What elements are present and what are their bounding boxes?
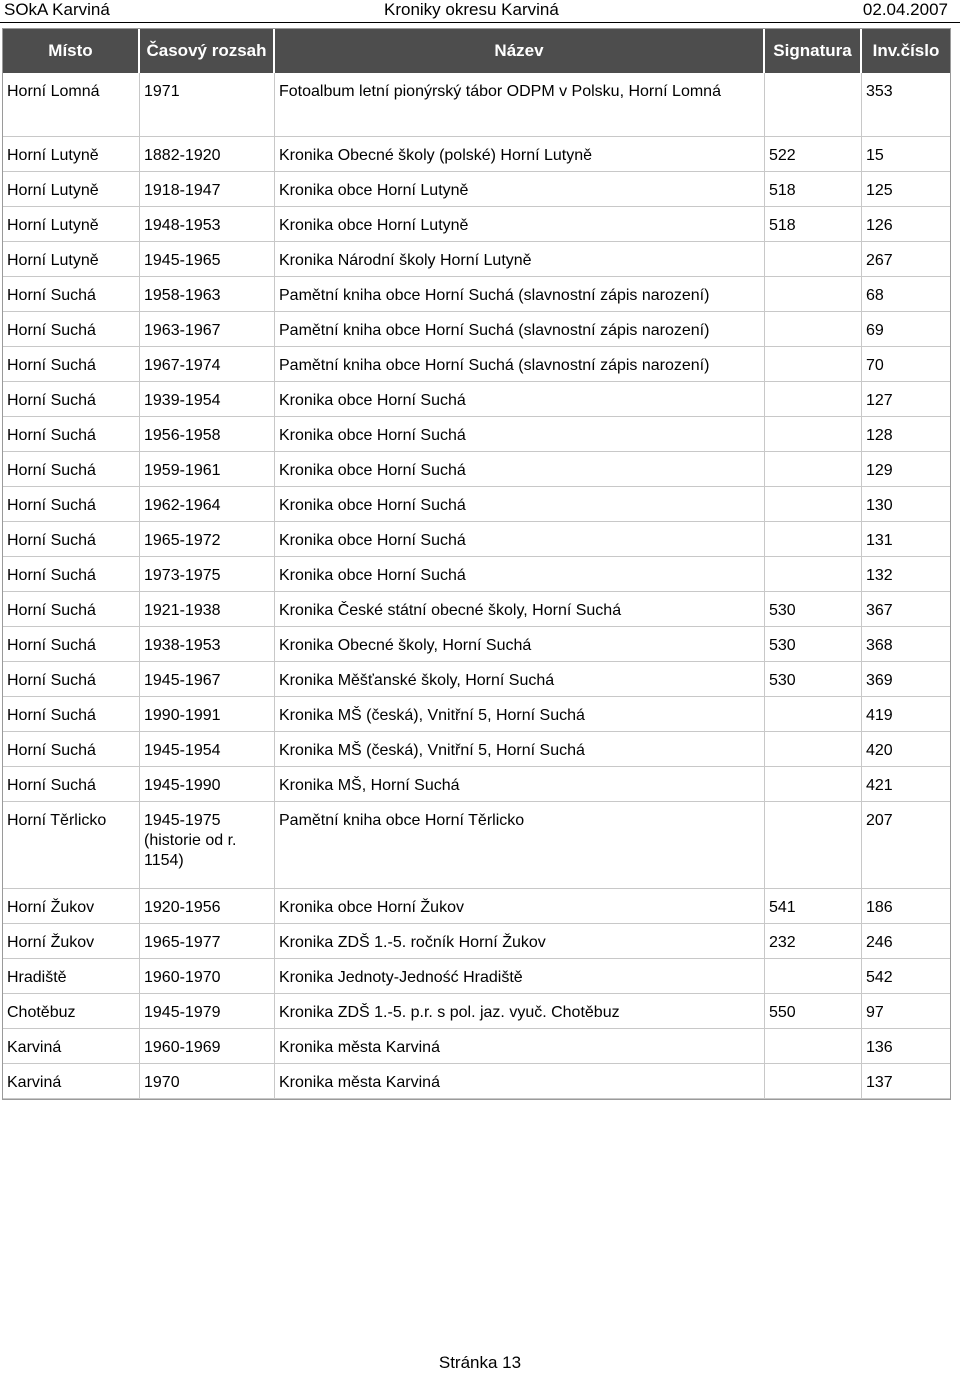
signature-cell: 522: [765, 137, 862, 172]
time-range-cell: 1945-1954: [140, 732, 275, 767]
time-range-cell: 1945-1979: [140, 994, 275, 1029]
signature-cell: [765, 242, 862, 277]
title-cell: Kronika Národní školy Horní Lutyně: [275, 242, 765, 277]
title-cell: Kronika obce Horní Suchá: [275, 557, 765, 592]
signature-cell: [765, 487, 862, 522]
signature-cell: 530: [765, 662, 862, 697]
column-header-nazev: Název: [275, 29, 765, 73]
title-cell: Fotoalbum letní pionýrský tábor ODPM v Polsku, Horní Lomná: [275, 73, 765, 137]
title-cell: Kronika MŠ, Horní Suchá: [275, 767, 765, 802]
table-row: [3, 417, 950, 452]
title-cell: Kronika města Karviná: [275, 1064, 765, 1099]
inventory-number-cell: 186: [862, 889, 950, 924]
time-range-cell: 1973-1975: [140, 557, 275, 592]
time-range-cell: 1921-1938: [140, 592, 275, 627]
table-row: [3, 994, 950, 1029]
document-date: 02.04.2007: [862, 0, 948, 19]
place-cell: Horní Lutyně: [3, 137, 140, 172]
place-cell: Horní Lutyně: [3, 242, 140, 277]
signature-cell: 530: [765, 627, 862, 662]
table-row: [3, 592, 950, 627]
inventory-number-cell: 97: [862, 994, 950, 1029]
place-cell: Horní Suchá: [3, 347, 140, 382]
inventory-number-cell: 69: [862, 312, 950, 347]
time-range-cell: 1965-1977: [140, 924, 275, 959]
signature-cell: [765, 347, 862, 382]
inventory-number-cell: 367: [862, 592, 950, 627]
signature-cell: 550: [765, 994, 862, 1029]
time-range-cell: 1970: [140, 1064, 275, 1099]
title-cell: Kronika ZDŠ 1.-5. p.r. s pol. jaz. vyuč. Chotěbuz: [275, 994, 765, 1029]
title-cell: Kronika České státní obecné školy, Horní Suchá: [275, 592, 765, 627]
inventory-number-cell: 267: [862, 242, 950, 277]
table-row: [3, 277, 950, 312]
signature-cell: [765, 382, 862, 417]
inventory-number-cell: 128: [862, 417, 950, 452]
time-range-cell: 1965-1972: [140, 522, 275, 557]
title-cell: Kronika obce Horní Suchá: [275, 417, 765, 452]
place-cell: Horní Suchá: [3, 732, 140, 767]
place-cell: Horní Suchá: [3, 522, 140, 557]
column-header-rozsah: Časový rozsah: [140, 29, 275, 73]
inventory-number-cell: 369: [862, 662, 950, 697]
table-row: [3, 137, 950, 172]
title-cell: Kronika obce Horní Suchá: [275, 382, 765, 417]
signature-cell: [765, 959, 862, 994]
time-range-cell: 1948-1953: [140, 207, 275, 242]
table-row: [3, 924, 950, 959]
time-range-cell: 1939-1954: [140, 382, 275, 417]
table-row: [3, 662, 950, 697]
signature-cell: [765, 557, 862, 592]
inventory-number-cell: 127: [862, 382, 950, 417]
table-row: [3, 1029, 950, 1064]
inventory-number-cell: 125: [862, 172, 950, 207]
signature-cell: [765, 767, 862, 802]
title-cell: Kronika MŠ (česká), Vnitřní 5, Horní Suchá: [275, 697, 765, 732]
column-header-inv: Inv.číslo: [862, 29, 950, 73]
table-row: [3, 767, 950, 802]
place-cell: Karviná: [3, 1029, 140, 1064]
table-row: [3, 382, 950, 417]
table-row: [3, 959, 950, 994]
time-range-cell: 1967-1974: [140, 347, 275, 382]
page-header: [0, 0, 960, 24]
title-cell: Kronika obce Horní Lutyně: [275, 172, 765, 207]
table-row: [3, 73, 950, 137]
inventory-number-cell: 131: [862, 522, 950, 557]
place-cell: Hradiště: [3, 959, 140, 994]
table-row: [3, 172, 950, 207]
table-row: [3, 452, 950, 487]
inventory-number-cell: 132: [862, 557, 950, 592]
time-range-cell: 1938-1953: [140, 627, 275, 662]
table-row: [3, 242, 950, 277]
table-row: [3, 889, 950, 924]
place-cell: Karviná: [3, 1064, 140, 1099]
table-row: [3, 347, 950, 382]
inventory-number-cell: 68: [862, 277, 950, 312]
inventory-number-cell: 129: [862, 452, 950, 487]
table-row: [3, 627, 950, 662]
title-cell: Kronika města Karviná: [275, 1029, 765, 1064]
place-cell: Horní Suchá: [3, 417, 140, 452]
time-range-cell: 1918-1947: [140, 172, 275, 207]
title-cell: Kronika Měšťanské školy, Horní Suchá: [275, 662, 765, 697]
inventory-number-cell: 420: [862, 732, 950, 767]
time-range-cell: 1960-1969: [140, 1029, 275, 1064]
table-row: [3, 1064, 950, 1099]
signature-cell: [765, 697, 862, 732]
signature-cell: 518: [765, 207, 862, 242]
place-cell: Horní Suchá: [3, 382, 140, 417]
inventory-number-cell: 419: [862, 697, 950, 732]
table-row: [3, 522, 950, 557]
title-cell: Kronika Jednoty-Jedność Hradiště: [275, 959, 765, 994]
time-range-cell: 1958-1963: [140, 277, 275, 312]
time-range-cell: 1945-1967: [140, 662, 275, 697]
time-range-cell: 1882-1920: [140, 137, 275, 172]
place-cell: Horní Suchá: [3, 627, 140, 662]
signature-cell: 518: [765, 172, 862, 207]
signature-cell: 541: [765, 889, 862, 924]
title-cell: Kronika obce Horní Suchá: [275, 522, 765, 557]
table-row: [3, 207, 950, 242]
title-cell: Kronika Obecné školy (polské) Horní Lutyně: [275, 137, 765, 172]
table-row: [3, 557, 950, 592]
title-cell: Kronika obce Horní Suchá: [275, 452, 765, 487]
inventory-number-cell: 70: [862, 347, 950, 382]
signature-cell: [765, 277, 862, 312]
table-row: [3, 312, 950, 347]
page-number: Stránka 13: [438, 1353, 522, 1372]
table-row: [3, 802, 950, 889]
document-title: Kroniky okresu Karviná: [384, 0, 559, 19]
column-header-misto: Místo: [3, 29, 140, 73]
title-cell: Kronika obce Horní Suchá: [275, 487, 765, 522]
signature-cell: [765, 802, 862, 889]
title-cell: Kronika MŠ (česká), Vnitřní 5, Horní Suchá: [275, 732, 765, 767]
signature-cell: 530: [765, 592, 862, 627]
signature-cell: [765, 417, 862, 452]
table-header-row: [3, 29, 950, 73]
signature-cell: [765, 1029, 862, 1064]
place-cell: Horní Lutyně: [3, 172, 140, 207]
time-range-cell: 1971: [140, 73, 275, 137]
inventory-number-cell: 542: [862, 959, 950, 994]
table-body: [3, 73, 950, 1099]
place-cell: Horní Žukov: [3, 924, 140, 959]
place-cell: Horní Suchá: [3, 487, 140, 522]
signature-cell: [765, 452, 862, 487]
place-cell: Horní Suchá: [3, 662, 140, 697]
signature-cell: [765, 732, 862, 767]
place-cell: Horní Suchá: [3, 312, 140, 347]
signature-cell: [765, 73, 862, 137]
time-range-cell: 1945-1965: [140, 242, 275, 277]
time-range-cell: 1956-1958: [140, 417, 275, 452]
place-cell: Horní Suchá: [3, 592, 140, 627]
inventory-number-cell: 15: [862, 137, 950, 172]
inventory-number-cell: 137: [862, 1064, 950, 1099]
title-cell: Kronika obce Horní Žukov: [275, 889, 765, 924]
inventory-number-cell: 136: [862, 1029, 950, 1064]
place-cell: Horní Suchá: [3, 557, 140, 592]
inventory-number-cell: 368: [862, 627, 950, 662]
time-range-cell: 1990-1991: [140, 697, 275, 732]
table-row: [3, 697, 950, 732]
title-cell: Kronika Obecné školy, Horní Suchá: [275, 627, 765, 662]
title-cell: Pamětní kniha obce Horní Těrlicko: [275, 802, 765, 889]
place-cell: Horní Žukov: [3, 889, 140, 924]
signature-cell: [765, 1064, 862, 1099]
time-range-cell: 1945-1990: [140, 767, 275, 802]
place-cell: Horní Suchá: [3, 697, 140, 732]
signature-cell: [765, 522, 862, 557]
inventory-number-cell: 353: [862, 73, 950, 137]
time-range-cell: 1960-1970: [140, 959, 275, 994]
place-cell: Horní Suchá: [3, 767, 140, 802]
place-cell: Horní Suchá: [3, 452, 140, 487]
title-cell: Pamětní kniha obce Horní Suchá (slavnostní zápis narození): [275, 312, 765, 347]
place-cell: Horní Lomná: [3, 73, 140, 137]
place-cell: Horní Suchá: [3, 277, 140, 312]
chronicles-table: [2, 28, 951, 1100]
archive-name: SOkA Karviná: [4, 0, 110, 19]
signature-cell: 232: [765, 924, 862, 959]
place-cell: Horní Těrlicko: [3, 802, 140, 889]
time-range-cell: 1962-1964: [140, 487, 275, 522]
title-cell: Kronika ZDŠ 1.-5. ročník Horní Žukov: [275, 924, 765, 959]
column-header-signatura: Signatura: [765, 29, 862, 73]
time-range-cell: 1920-1956: [140, 889, 275, 924]
signature-cell: [765, 312, 862, 347]
inventory-number-cell: 207: [862, 802, 950, 889]
time-range-cell: 1963-1967: [140, 312, 275, 347]
time-range-cell: 1945-1975 (historie od r. 1154): [140, 802, 275, 889]
inventory-number-cell: 421: [862, 767, 950, 802]
table-row: [3, 487, 950, 522]
inventory-number-cell: 130: [862, 487, 950, 522]
title-cell: Pamětní kniha obce Horní Suchá (slavnostní zápis narození): [275, 277, 765, 312]
title-cell: Kronika obce Horní Lutyně: [275, 207, 765, 242]
header-divider: [0, 22, 960, 23]
place-cell: Horní Lutyně: [3, 207, 140, 242]
title-cell: Pamětní kniha obce Horní Suchá (slavnostní zápis narození): [275, 347, 765, 382]
inventory-number-cell: 126: [862, 207, 950, 242]
table-row: [3, 732, 950, 767]
place-cell: Chotěbuz: [3, 994, 140, 1029]
inventory-number-cell: 246: [862, 924, 950, 959]
time-range-cell: 1959-1961: [140, 452, 275, 487]
